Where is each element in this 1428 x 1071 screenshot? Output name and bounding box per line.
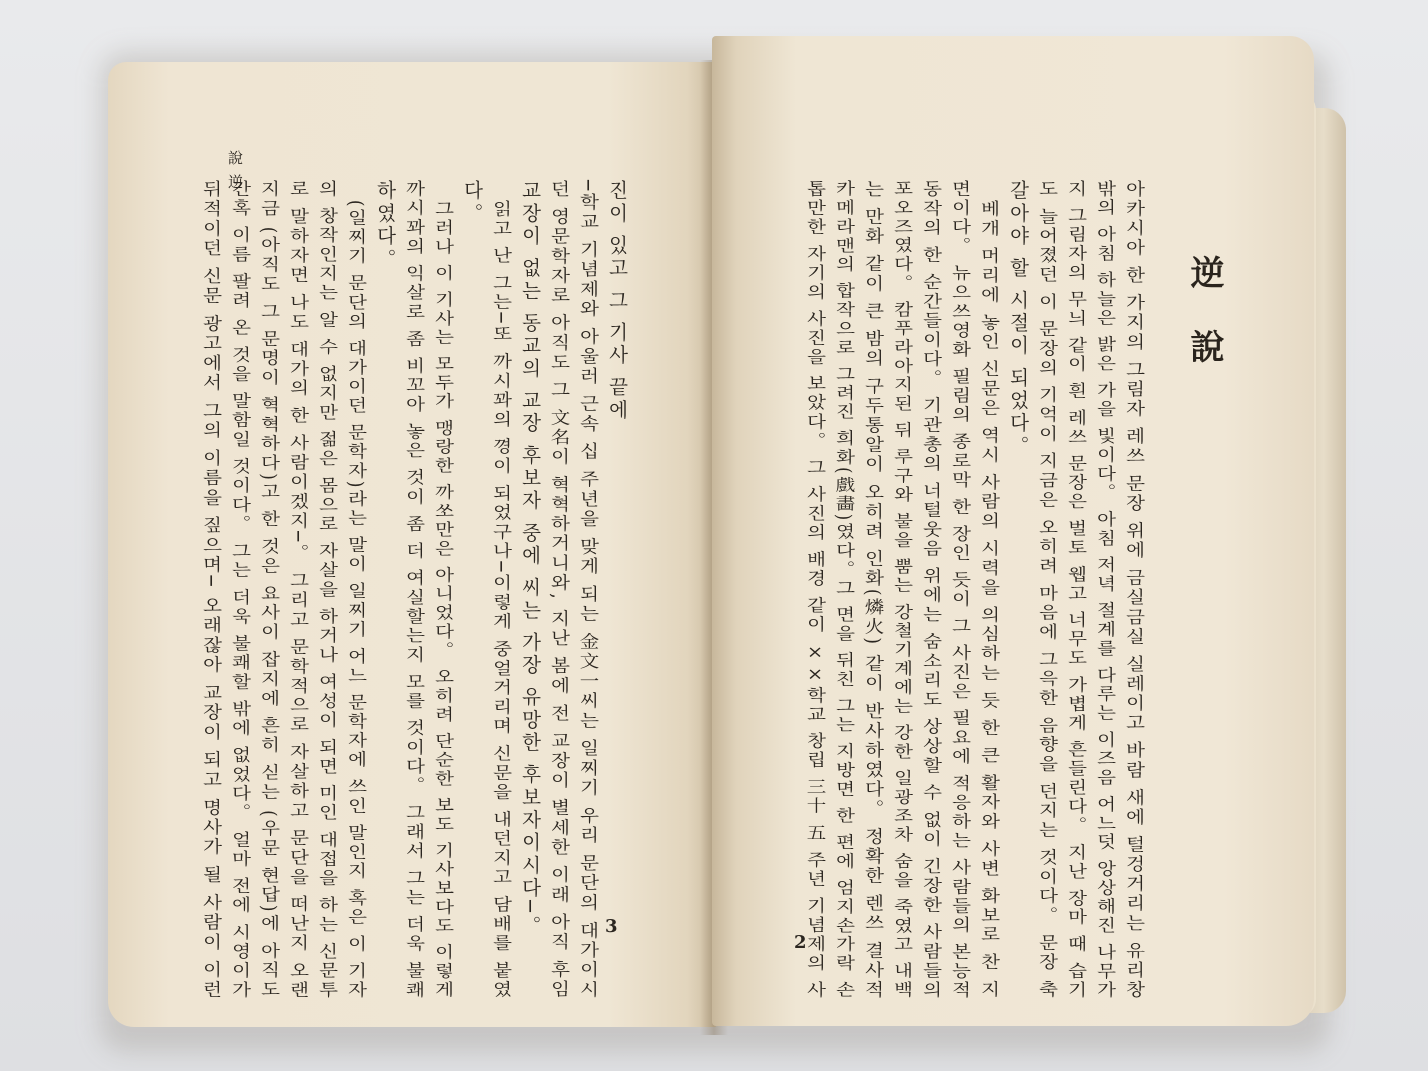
chapter-title: 逆說	[1184, 255, 1224, 403]
text-column-12: 로 말하자면 나도 대가의 한 사람이겠지─。 그리고 문학적으로 자살하고 문단을 떠난지 오랜	[286, 180, 310, 1001]
text-column-14: 간혹 이름 팔려 온 것을 말함일 것이다。 그는 더욱 불쾌할 밖에 없었다。 얼마 전에 시영이가	[228, 180, 252, 1000]
text-column-r3: 지 그림자의 무늬 같이 흰 레쓰 문장은 벌토 웹고 너무도 가볍게 흔들린다。 지난 장마 때 습기	[1064, 180, 1088, 1001]
text-column-r6: 베개 머리에 놓인 신문은 역시 사람의 시력을 의심하는 듯 한 큰 활자와 사변 화보로 찬 지	[977, 200, 1001, 1000]
text-column-1: 진이 있고 그 기사 끝에	[605, 180, 629, 422]
text-column-8: 까시꽈의 익살로 좀 비꼬아 놓은 것이 좀 더 여실할는지 모를 것이다。 그래서 그는 더욱 불쾌	[402, 180, 426, 1000]
text-column-10: (일찌기 문단의 대가이던 문학자)라는 말이 일찌기 어느 문학자에 쓰인 말인지 혹은 이 기자	[344, 200, 368, 1001]
text-column-6: 다。	[460, 180, 484, 226]
text-column-r8: 동작의 한 순간들이다。 기관총의 너털웃음 위에는 숨소리도 상상할 수 없이 긴장한 사람들의	[919, 180, 943, 1001]
text-column-5: 읽고 난 그는─또 까시꽈의 꼉이 되었구나─이렇게 중얼거리며 신문을 내던지고 담배를 붙였	[489, 200, 513, 1000]
text-column-13: 지금 (아직도 그 문명이 혁혁하다)고 한 것은 요사이 잡지에 흔히 싣는 (우문 현답)에 아직도	[257, 180, 281, 1000]
text-column-r2: 밖의 아침 하늘은 밝은 가을 빛이다。 아침 저녁 절계를 다루는 이즈음 어느덧 앙상해진 나무가	[1093, 180, 1117, 1001]
text-column-4: 교장이 없는 동교의 교장 후보자 중에 씨는 가장 유망한 후보자이시다─。	[518, 180, 542, 938]
text-column-3: 던 영문학자로 아직도 그 文名이 혁혁하거니와, 지난 봄에 전 교장이 별세한 이래 아직 후임	[547, 180, 571, 1000]
text-column-7: 그러나 이 기사는 모두가 맹랑한 까쏘만은 아니었다。 오히려 단순한 보도 기사보다도 이렇게	[431, 200, 455, 1000]
text-column-r11: 카메라맨의 합작으로 그려진 희화(戲畵)였다。그 면을 뒤친 그는 지방면 한 편에 엄지손가락 손	[832, 180, 856, 1000]
text-column-r12: 톱만한 자기의 사진을 보았다。 그 사진의 배경 같이 ××학교 창립 三十 五 주년 기념제의 사	[803, 180, 827, 1000]
page-number-right: 2	[794, 932, 807, 953]
text-column-r9: 포오즈였다。 캄푸라아지된 뒤 루구와 불을 뿜는 강철기계에는 강한 일광조차 숨을 죽였고 내백	[890, 180, 914, 1000]
text-column-2: ─학교 기념제와 아울러 근속 십 주년을 맞게 되는 金文一씨는 일찌기 우리 문단의 대가이시	[576, 180, 600, 1001]
text-column-11: 의 창작인지는 알 수 없지만 젊은 몸으로 자살을 하거나 여성이 되면 미인 대접을 하는 신문투	[315, 180, 339, 1000]
text-column-r1: 아카시아 한 가지의 그림자 레쓰 문장 위에 금실금실 실레이고 바람 새에 털겅거리는 유리창	[1122, 180, 1146, 1001]
text-column-15: 뒤적이던 신문 광고에서 그의 이름을 짚으며─ 오래잖아 교장이 되고 명사가 될 사람이 이런	[199, 180, 223, 1001]
page-number-left: 3	[605, 916, 618, 937]
text-column-r7: 면이다。 뉴으쓰영화 필림의 종로막 한 장인 듯이 그 사진은 필요에 적응하는 사람들의 본능적	[948, 180, 972, 1001]
text-column-r5: 갈아야 할 시절이 되었다。	[1006, 180, 1030, 458]
text-column-9: 하였다。	[373, 180, 397, 271]
text-column-r10: 는 만화 같이 큰 밤의 구두통알이 오히려 인화(燐火) 같이 반사하였다。 정확한 렌쓰 결사적	[861, 180, 885, 1001]
running-header: 說 逆	[226, 150, 244, 191]
text-column-r4: 도 늘어졌던 이 문장의 기억이 지금은 오히려 마음에 그윽한 음향을 던지는 것이다。 문장 축	[1035, 180, 1059, 1000]
